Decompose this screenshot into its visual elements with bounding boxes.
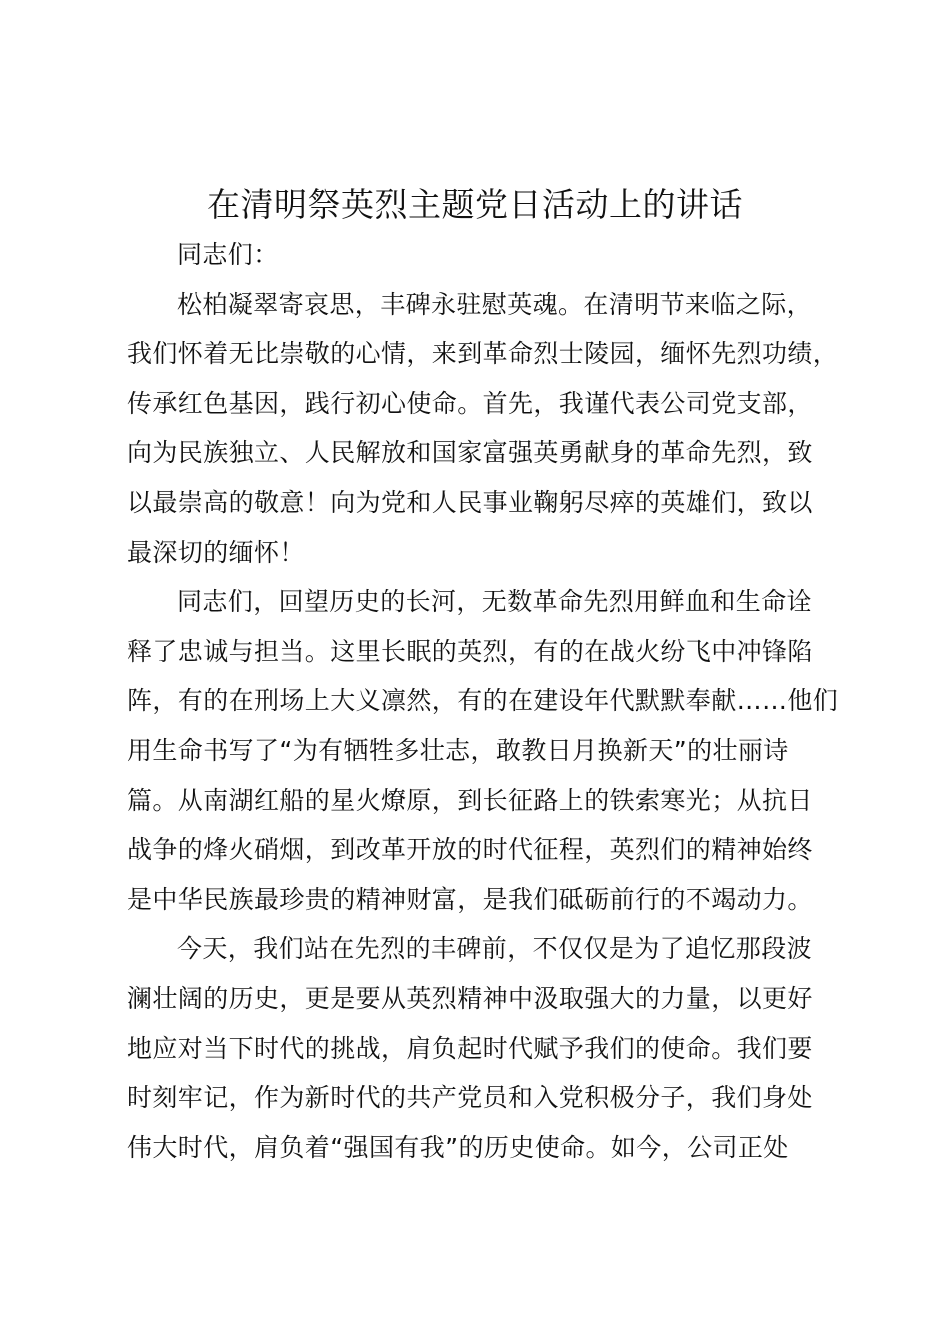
paragraph-line: 伟大时代，肩负着“强国有我”的历史使命。如今，公司正处 xyxy=(127,1132,789,1162)
paragraph-line: 向为民族独立、人民解放和国家富强英勇献身的革命先烈，致 xyxy=(127,438,813,468)
paragraph-line: 阵，有的在刑场上大义凛然，有的在建设年代默默奉献……他们 xyxy=(127,686,839,716)
paragraph-line: 战争的烽火硝烟，到改革开放的时代征程，英烈们的精神始终 xyxy=(127,835,813,865)
paragraph-line: 同志们，回望历史的长河，无数革命先烈用鲜血和生命诠 xyxy=(177,587,813,617)
paragraph-line: 松柏凝翠寄哀思，丰碑永驻慰英魂。在清明节来临之际， xyxy=(177,289,813,319)
paragraph-line: 地应对当下时代的挑战，肩负起时代赋予我们的使命。我们要 xyxy=(127,1033,813,1063)
paragraph-line: 最深切的缅怀！ xyxy=(127,537,305,567)
paragraph-line: 今天，我们站在先烈的丰碑前，不仅仅是为了追忆那段波 xyxy=(177,934,813,964)
paragraph-line: 用生命书写了“为有牺牲多壮志，敢教日月换新天”的壮丽诗 xyxy=(127,735,789,765)
paragraph-line: 以最崇高的敬意！向为党和人民事业鞠躬尽瘁的英雄们，致以 xyxy=(127,487,813,517)
paragraph-line: 传承红色基因，践行初心使命。首先，我谨代表公司党支部， xyxy=(127,388,813,418)
paragraph-line: 释了忠诚与担当。这里长眠的英烈，有的在战火纷飞中冲锋陷 xyxy=(127,636,813,666)
paragraph-line: 时刻牢记，作为新时代的共产党员和入党积极分子，我们身处 xyxy=(127,1083,813,1113)
document-title: 在清明祭英烈主题党日活动上的讲话 xyxy=(207,185,743,224)
paragraph-line: 澜壮阔的历史，更是要从英烈精神中汲取强大的力量，以更好 xyxy=(127,983,813,1013)
paragraph-line: 我们怀着无比崇敬的心情，来到革命烈士陵园，缅怀先烈功绩， xyxy=(127,339,839,369)
paragraph-line: 是中华民族最珍贵的精神财富，是我们砥砺前行的不竭动力。 xyxy=(127,884,813,914)
salutation-line: 同志们： xyxy=(177,240,279,269)
document-body xyxy=(127,230,837,1172)
paragraph-line: 篇。从南湖红船的星火燎原，到长征路上的铁索寒光；从抗日 xyxy=(127,785,813,815)
